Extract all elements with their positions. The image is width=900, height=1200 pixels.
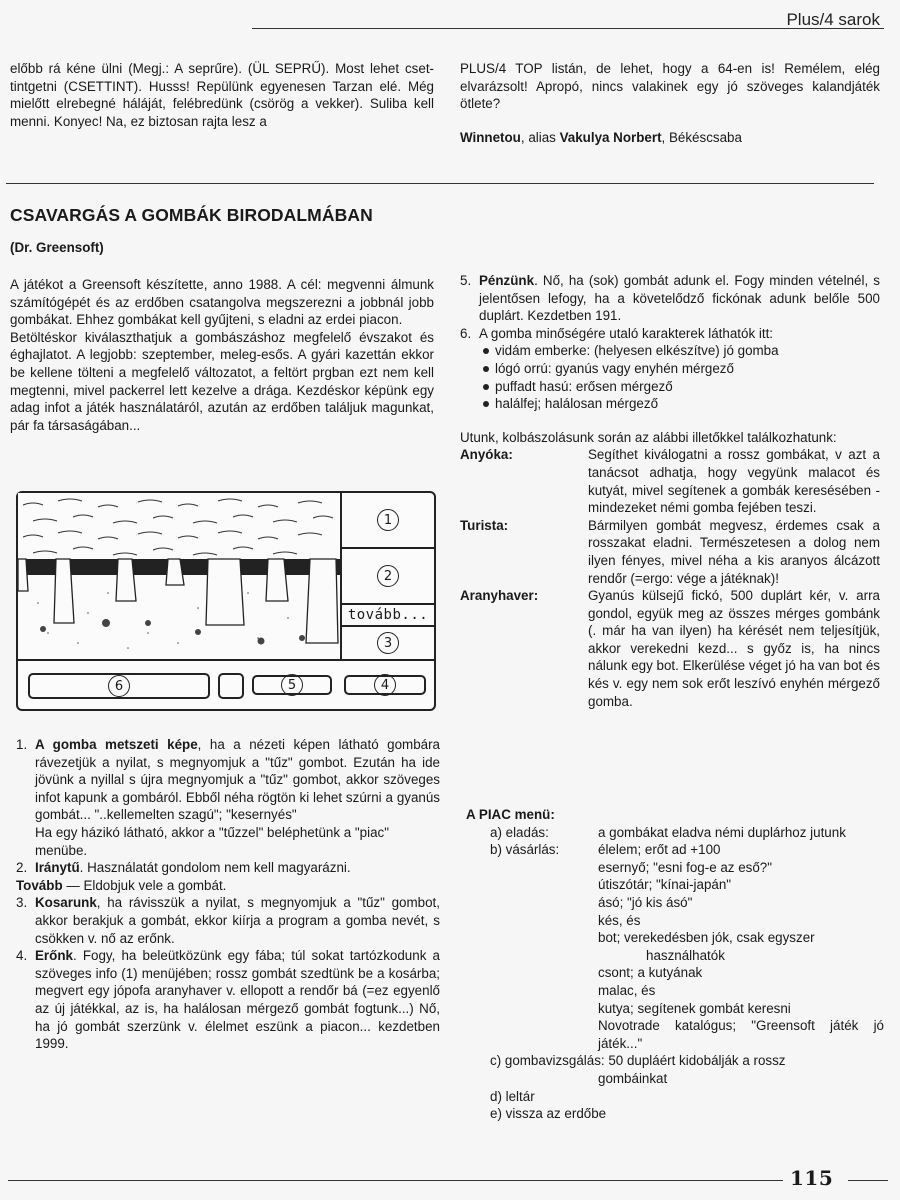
panel-2-compass [342,549,434,605]
item-number: 2. [16,860,28,876]
list-item [16,894,440,947]
panel-number: 4 [374,674,396,696]
signature-nick: Winnetou [460,129,521,145]
item-text: A gomba minőségére utaló karakterek láthatók itt: [479,325,774,341]
menu-value-list [598,841,884,1052]
list-item [16,947,440,1053]
list-item [16,859,440,877]
article-author: (Dr. Greensoft) [10,240,104,255]
character-name: Turista: [460,517,509,533]
piac-menu-section [466,806,884,1123]
character-name: Anyóka: [460,447,513,463]
list-item [460,325,880,343]
item-text: . Nő, ha (sok) gombát adunk el. Fogy minden vételnél, s jelentősen lefogy, ha a követelődző fickónak adunk belőle 500 duplárt. Kezdetben 191. [479,273,880,324]
menu-key: a) eladás: [490,824,549,840]
intro-paragraph: A játékot a Greensoft készítette, anno 1988. A cél: megvenni álmunk számítógépét és az erdőben csatangolva megszerezni a jobbnál jobb gombákat. Ehhez gombákat kell gyűjteni, s eladni az erdei piacon. [10,277,434,328]
character-entry-aranyhaver [460,587,880,710]
character-bullet-list [460,342,880,412]
previous-article-left [10,60,434,130]
character-desc: Gyanús külsejű fickó, 500 duplárt kér, v. arra gondol, együk meg az összes mérges gombánk (. már ha van ilyen) ha kérését nem teljesítjük, akkor verekedni kezd... s győz is, ha nincs nálunk egy bot. Elkerülése véget jó ha van bot és kés v. egy nem sok erőt leszívó enyhén mérgező gomba. [588,588,880,709]
signature-alias: , alias [520,129,560,145]
numbered-list-left [16,736,440,1053]
character-desc: Segíthet kiválogatni a rossz gombákat, v azt a tanácsot adhatja, hogy vegyünk malacot és kutyát, mivel segítenek a gombák keresésében - mindezeket némi gomba fejében teszi. [588,447,880,516]
article-title: CSAVARGÁS A GOMBÁK BIRODALMÁBAN [10,205,373,225]
menu-value: a gombákat eladva némi duplárhoz jutunk [598,824,846,840]
item-title: Tovább [16,877,63,893]
menu-option-d: d) leltár [490,1088,535,1104]
shop-item: bot; verekedésben jók, csak egyszer [598,930,815,946]
meet-intro: Utunk, kolbászolásunk során az alábbi illetőkkel találkozhatunk: [460,429,837,445]
shop-item: kutya; segítenek gombát keresni [598,1000,791,1016]
shop-item: útiszótár; "kínai-japán" [598,877,732,893]
shop-item: csont; a kutyának [598,965,703,981]
previous-article-text: PLUS/4 TOP listán, de lehet, hogy a 64-en is! Remélem, elég elvarázsolt! Apropó, nincs valakinek egy jó szöveges kalandjáték ötlete? [460,61,880,112]
panel-6-box [28,673,210,699]
character-desc: Bármilyen gombát megvesz, érdemes csak a rosszakat eladni. Természetesen a dolog nem ilyen fényes, mivel néha a kis aranyos álcázott rendőr (=ergo: vége a játéknak)! [588,517,880,586]
list-item-tovabb [16,877,440,895]
menu-option-c [466,1052,884,1087]
menu-option-e: e) vissza az erdőbe [490,1106,607,1122]
footer-rule [8,1180,783,1181]
signature-city: , Békéscsaba [661,129,742,145]
menu-text: c) gombavizsgálás: 50 dupláért kidobálják a rossz [490,1053,786,1069]
item-text: — Eldobjuk vele a gombát. [62,877,227,893]
shop-item: esernyő; "esni fog-e az eső?" [598,859,773,875]
bullet-item: vidám emberke: (helyesen elkészítve) jó gomba [483,342,880,360]
shop-item: kés, és [598,912,641,928]
footer-rule [848,1180,888,1181]
item-number: 5. [460,273,472,288]
character-name: Aranyhaver: [460,588,539,604]
running-header [252,6,884,29]
item-text: . Fogy, ha beleütközünk egy fába; túl sokat tartózkodunk a szöveges info (1) menüjében; rossz gombát szedtünk be a kosárba; megvert egy jópofa aranyhaver v. ellopott a rendőr bá (=ez egyenlő az új játékkal, az is, ha halálosan mérgező gombát fogtunk...) Nő, ha jó gombát szerzünk v. élelmet eszünk a piacon... kezdetben 1999. [35,948,440,1052]
menu-text-continuation: gombáinkat [598,1070,668,1086]
section-divider [6,183,874,184]
panel-3-basket [342,627,434,661]
menu-option-a [466,824,884,842]
piac-title: A PIAC menü: [466,807,555,822]
item-text: , ha a nézeti képen látható gombára rávezetjük a nyilat, s megnyomjuk a "tűz" gombot. Ezután ha ide jövünk a nyillal s újra megnyomjuk a "tűz" gombot, akkor szöveges infot kapunk a gombáról. Ebből néha rögtön ki lehet szúrni a gyanús gombát... "..kellemelten szagú"; "kesernyés" [35,737,440,823]
panel-number: 1 [377,509,399,531]
panel-small-box [218,673,244,699]
bullet-item: lógó orrú: gyanús vagy enyhén mérgező [483,360,880,378]
item-number: 1. [16,737,28,752]
item-text: , ha rávisszük a nyilat, s megnyomjuk a "tűz" gombot, akkor berakjuk a gombát, ekkor kiírja a program a gomba nevét, s csökken v. nő az erőnk. [35,895,440,946]
panel-number: 2 [377,565,399,587]
item-title: A gomba metszeti képe [35,737,198,752]
signature-name: Vakulya Norbert [559,129,662,145]
menu-key: b) vásárlás: [490,842,560,858]
panel-number: 3 [377,632,399,654]
intro-paragraph: Betöltéskor kiválaszthatjuk a gombászáshoz megfelelő évszakot és éghajlatot. A legjobb: szeptember, meleg-esős. A gyári kazettán ekkor be kellene tölteni a megfelelő változatot, a feltört prgban ezt nem kell megtenni, mivel packerrel lett kezelve a drága. Kezdéskor képünk egy adag infot a játék használatáról, azután az erdőben találjuk magunkat, pár fa társaságában... [10,329,434,433]
item-title: Pénzünk [479,273,535,288]
shop-item-continuation: használhatók [646,947,725,963]
menu-option-b [466,841,884,1052]
signature [460,129,880,147]
item-number: 4. [16,948,28,964]
panel-4-box [344,675,426,695]
list-item [460,272,880,325]
panel-1-info [342,493,434,549]
character-entry-turista [460,517,880,587]
section-title: Plus/4 sarok [786,10,880,29]
shop-item: malac, és [598,982,656,998]
panel-tovabb: tovább... [342,605,434,627]
forest-scene [18,493,342,661]
shop-item: Novotrade katalógus; "Greensoft játék jó játék..." [598,1018,884,1051]
shop-item: élelem; erőt ad +100 [598,842,721,858]
item-title: Iránytű [35,860,80,876]
panel-number: 5 [281,674,303,696]
game-screen-illustration [16,491,436,711]
right-column [460,272,880,710]
forest-drawing [18,493,340,659]
bullet-item: puffadt hasú: erősen mérgező [483,378,880,396]
item-text: . Használatát gondolom nem kell magyarázni. [79,860,351,876]
item-title: Erőnk [35,948,73,964]
previous-article-right [460,60,880,146]
article-intro [10,276,434,434]
previous-article-text: előbb rá kéne ülni (Megj.: A seprűre). (ÜL SEPRŰ). Most lehet cset-tintgetni (CSETTINT). Husss! Repülünk egyenesen Tarzan elé. Még mielőtt elrebegné háláját, felébredünk (csörög a vekker). Suliba kell menni. Konyec! Na, ez biztosan rajta lesz a [10,61,434,129]
list-item [16,736,440,859]
character-entry-anyoka [460,446,880,516]
panel-number: 6 [108,675,130,697]
item-title: Kosarunk [35,895,97,911]
page-number: 115 [790,1166,834,1190]
item-number: 6. [460,325,472,341]
item-extra: Ha egy házikó látható, akkor a "tűzzel" beléphetünk a "piac" menübe. [35,824,389,858]
shop-item: ásó; "jó kis ásó" [598,894,693,910]
bullet-item: halálfej; halálosan mérgező [483,395,880,413]
item-number: 3. [16,895,28,911]
panel-5-box [252,675,332,695]
